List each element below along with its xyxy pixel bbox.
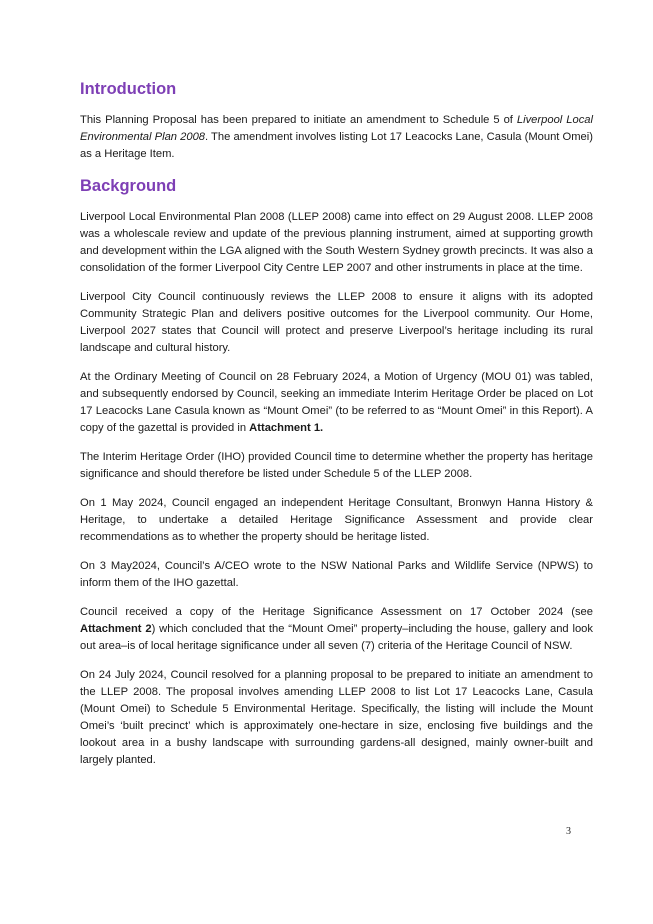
background-paragraph-7 (80, 604, 593, 655)
introduction-paragraph (80, 112, 593, 163)
page-number: 3 (566, 826, 571, 837)
intro-text-start: This Planning Proposal has been prepared to initiate an amendment to Schedule 5 of (80, 114, 517, 126)
attachment-1-reference: Attachment 1. (249, 422, 324, 434)
introduction-heading: Introduction (80, 80, 177, 98)
background-paragraph-3 (80, 369, 593, 437)
document-page (80, 78, 593, 781)
background-paragraph-2: Liverpool City Council continuously reviews the LLEP 2008 to ensure it aligns with its adopted Community Strategic Plan and delivers positive outcomes for the Liverpool community. Our Home, Liverpool 2027 states that Council will protect and preserve Liverpool’s heritage including its rural landscape and cultural history. (80, 291, 593, 354)
p3-text: At the Ordinary Meeting of Council on 28 February 2024, a Motion of Urgency (MOU 01) was tabled, and subsequently endorsed by Council, seeking an immediate Interim Heritage Order be placed on Lot 17 Leacocks Lane Casula known as “Mount Omei” (to be referred to as “Mount Omei” in this Report). A copy of the gazettal is provided in (80, 371, 593, 434)
p7-text-start: Council received a copy of the Heritage Significance Assessment on 17 October 2024 (see (80, 606, 593, 618)
attachment-2-reference: Attachment 2 (80, 623, 152, 635)
background-paragraph-8: On 24 July 2024, Council resolved for a planning proposal to be prepared to initiate an amendment to the LLEP 2008. The proposal involves amending LLEP 2008 to list Lot 17 Leacocks Lane, Casula (Mount Omei) to Schedule 5 Environmental Heritage. Specifically, the listing will include the Mount Omei’s ‘built precinct’ which is approximately one-hectare in size, enclosing five buildings and the lookout area in a bushy landscape with surrounding gardens-all designed, mainly owner-built and largely planted. (80, 669, 593, 766)
background-heading: Background (80, 177, 177, 195)
background-paragraph-6: On 3 May2024, Council’s A/CEO wrote to the NSW National Parks and Wildlife Service (NPWS) to inform them of the IHO gazettal. (80, 560, 593, 589)
intro-text-end: . The amendment involves listing Lot 17 Leacocks Lane, Casula (Mount Omei) as a Heritage Item. (80, 131, 593, 160)
intro-plan-title: Liverpool Local Environmental Plan 2008 (80, 114, 593, 143)
background-paragraph-4: The Interim Heritage Order (IHO) provided Council time to determine whether the property has heritage significance and should therefore be listed under Schedule 5 of the LLEP 2008. (80, 451, 593, 480)
background-paragraph-1: Liverpool Local Environmental Plan 2008 (LLEP 2008) came into effect on 29 August 2008. LLEP 2008 was a wholescale review and update of the previous planning instrument, aimed at supporting growth and development within the LGA aligned with the South Western Sydney growth precincts. It was also a consolidation of the former Liverpool City Centre LEP 2007 and other instruments in place at the time. (80, 211, 593, 274)
p7-text-end: ) which concluded that the “Mount Omei” property–including the house, gallery and look out area–is of local heritage significance under all seven (7) criteria of the Heritage Council of NSW. (80, 623, 594, 652)
background-paragraph-5: On 1 May 2024, Council engaged an independent Heritage Consultant, Bronwyn Hanna History & Heritage, to undertake a detailed Heritage Significance Assessment and provide clear recommendations as to whether the property should be heritage listed. (80, 497, 593, 543)
